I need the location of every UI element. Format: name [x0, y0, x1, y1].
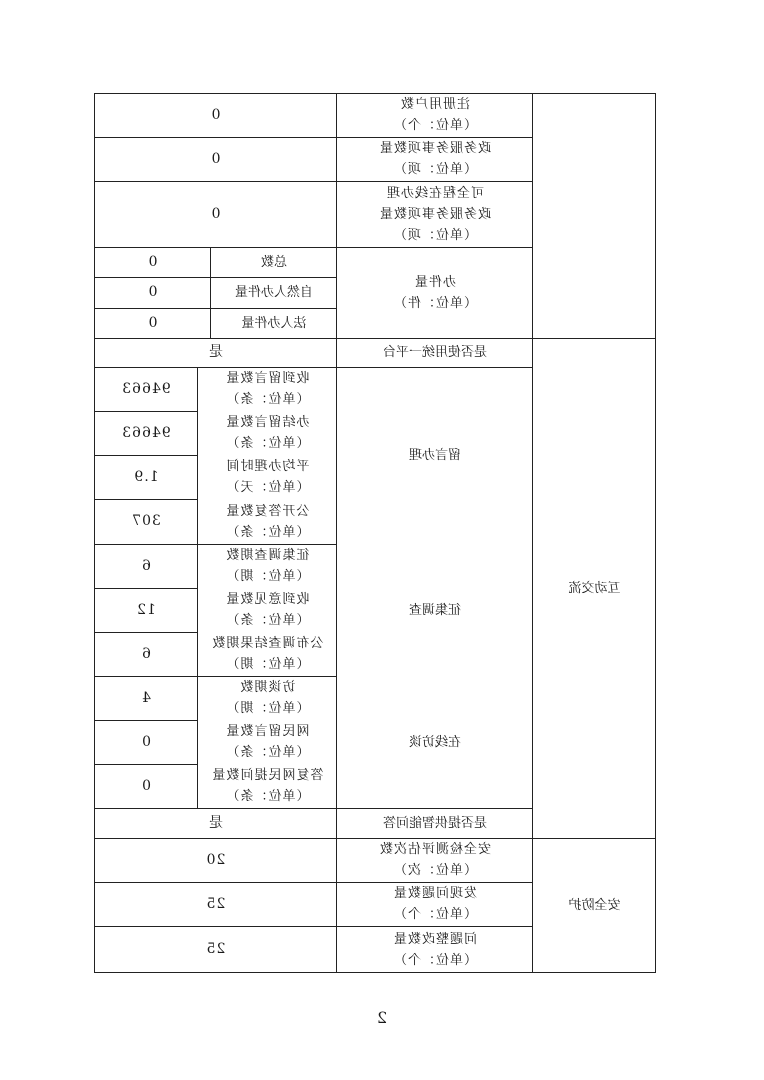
public-replies-value: 307 — [131, 513, 161, 529]
messages-processed-value: 94663 — [121, 424, 171, 441]
unified-platform-value: 是 — [208, 344, 223, 360]
handling-natural-label: 自然人办件量 — [235, 285, 314, 300]
interview-group: 在线访谈 — [409, 734, 462, 750]
survey-opinions-value: 12 — [136, 601, 156, 618]
survey-periods-label: 征集调查期数 （单位：期） — [225, 548, 310, 584]
interview-messages-value: 0 — [141, 733, 151, 750]
registered-users-label: 注册用户数 （单位：个） — [393, 97, 478, 133]
handling-legal-label: 法人办件量 — [241, 315, 307, 331]
security-section-label: 安全防护 — [568, 898, 621, 913]
survey-opinions-label: 收到意见数量 （单位：条） — [225, 592, 310, 628]
messages-received-value: 94663 — [121, 380, 171, 397]
survey-group: 征集调查 — [409, 602, 462, 618]
handling-natural-value: 0 — [147, 284, 158, 300]
handling-label: 办件量 （单位：件） — [393, 274, 478, 311]
page-number: 2 — [376, 1008, 388, 1027]
interview-periods-label: 访谈期数 （单位：期） — [225, 680, 310, 716]
online-items-label: 可全程在线办理 政务服务事项数量 （单位：项） — [379, 185, 492, 243]
online-items-value: 0 — [210, 205, 221, 222]
smart-qa-value: 是 — [208, 814, 223, 831]
security-fixed-value: 25 — [205, 941, 226, 957]
message-handling-group: 留言办理 — [409, 448, 462, 463]
registered-users-value: 0 — [210, 106, 221, 123]
handling-total-label: 总数 — [261, 254, 288, 270]
security-tests-value: 20 — [205, 851, 226, 868]
security-found-value: 25 — [205, 895, 226, 912]
smart-qa-label: 是否提供智能问答 — [383, 815, 488, 831]
avg-time-label: 平均办理时间 （单位：天） — [225, 459, 310, 495]
handling-legal-value: 0 — [147, 314, 158, 331]
interview-messages-label: 网民留言数量 （单位：条） — [225, 724, 310, 760]
avg-time-value: 1.9 — [133, 468, 159, 485]
survey-results-value: 6 — [141, 645, 151, 662]
security-tests-label: 安全检测评估次数 （单位：次） — [379, 842, 492, 878]
messages-received-label: 收到留言数量 （单位：条） — [225, 371, 310, 407]
service-items-value: 0 — [210, 150, 221, 167]
unified-platform-label: 是否使用统一平台 — [383, 345, 488, 360]
interview-answers-value: 0 — [141, 777, 151, 794]
security-fixed-label: 问题整改数量 （单位：个） — [393, 931, 478, 968]
messages-processed-label: 办结留言数量 （单位：条） — [225, 415, 310, 451]
service-items-label: 政务服务事项数量 （单位：项） — [379, 141, 492, 177]
survey-periods-value: 6 — [141, 557, 151, 574]
survey-results-label: 公布调查结果期数 （单位：期） — [211, 636, 324, 672]
interview-answers-label: 答复网民提问数量 （单位：条） — [211, 768, 324, 804]
interaction-section-label: 互动交流 — [568, 580, 621, 596]
handling-total-value: 0 — [147, 253, 158, 270]
public-replies-label: 公开答复数量 （单位：条） — [225, 503, 310, 540]
interview-periods-value: 4 — [141, 689, 151, 706]
security-found-label: 发现问题数量 （单位：个） — [393, 886, 478, 922]
